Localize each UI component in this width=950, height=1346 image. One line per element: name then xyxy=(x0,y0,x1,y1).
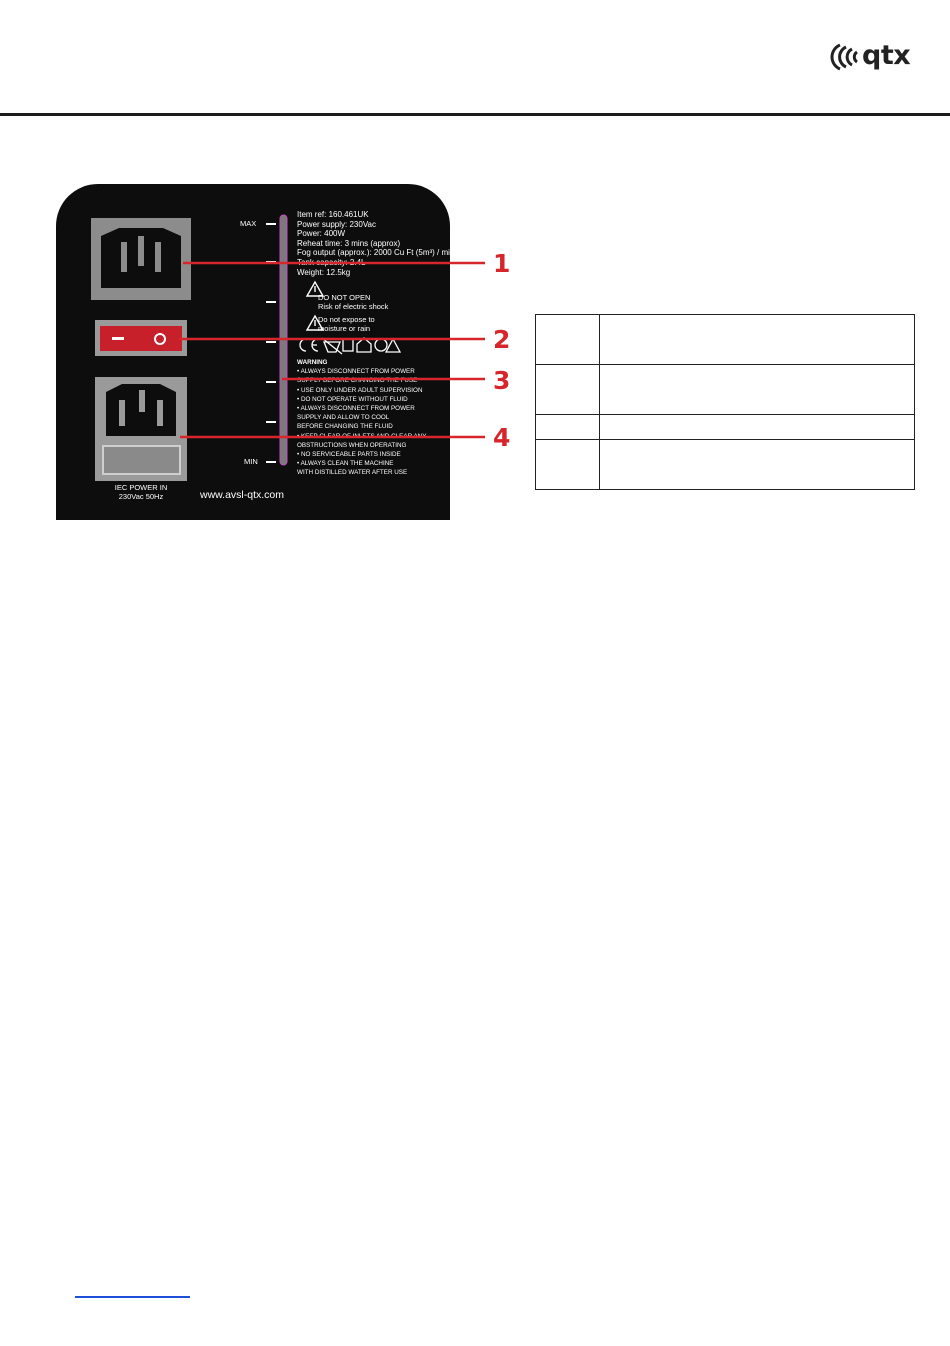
table-row xyxy=(536,315,915,365)
caution-open-line-1: DO NOT OPEN xyxy=(318,293,371,302)
table-cell xyxy=(536,315,600,365)
caution-moisture-line-2: moisture or rain xyxy=(318,324,371,333)
power-in-label-line-2: 230Vac 50Hz xyxy=(118,492,164,501)
warning-line: • ALWAYS DISCONNECT FROM POWER xyxy=(297,405,415,413)
callout-number-2: 2 xyxy=(493,325,511,354)
table-cell xyxy=(536,365,600,415)
caution-moisture xyxy=(318,315,375,333)
footer-link-underline[interactable] xyxy=(75,1296,190,1298)
warning-line: • ALWAYS CLEAN THE MACHINE xyxy=(297,460,394,468)
rear-panel-image xyxy=(56,184,455,520)
spec-weight: Weight: 12.5kg xyxy=(297,267,351,277)
warning-line: SUPPLY AND ALLOW TO COOL xyxy=(297,414,390,422)
legend-table xyxy=(535,314,915,490)
warning-line: • KEEP CLEAR OF INLETS AND CLEAR ANY xyxy=(297,432,427,440)
warning-line: SUPPLY BEFORE CHANGING THE FUSE xyxy=(297,377,418,385)
spec-reheat-time: Reheat time: 3 mins (approx) xyxy=(297,238,401,248)
spec-tank-capacity: Tank capacity: 2.4L xyxy=(297,257,366,267)
callout-number-4: 4 xyxy=(493,423,511,452)
table-row xyxy=(536,365,915,415)
compliance-symbols-icon xyxy=(300,338,400,354)
spec-power-supply: Power supply: 230Vac xyxy=(297,219,377,229)
warning-line: • DO NOT OPERATE WITHOUT FLUID xyxy=(297,395,408,403)
output-socket-icon xyxy=(91,218,191,300)
callout-number-1: 1 xyxy=(493,249,511,278)
warning-title: WARNING xyxy=(297,359,328,366)
power-in-label-line-1: IEC POWER IN xyxy=(114,483,168,492)
fluid-gauge xyxy=(266,215,287,465)
table-row xyxy=(536,415,915,440)
power-in-label xyxy=(95,483,187,501)
iec-inlet-icon xyxy=(95,377,187,481)
warning-line: • USE ONLY UNDER ADULT SUPERVISION xyxy=(297,386,423,394)
power-switch-icon xyxy=(95,320,187,356)
table-cell xyxy=(536,415,600,440)
spec-list xyxy=(297,210,454,277)
warning-line: WITH DISTILLED WATER AFTER USE xyxy=(297,469,408,477)
caution-open-line-2: Risk of electric shock xyxy=(318,302,389,311)
header-divider xyxy=(0,113,950,116)
table-cell xyxy=(536,440,600,490)
caution-moisture-line-1: Do not expose to xyxy=(318,315,375,324)
table-cell xyxy=(600,415,915,440)
brand-logo: qtx xyxy=(862,40,911,71)
caution-open xyxy=(318,293,388,311)
warning-block xyxy=(297,358,426,478)
warning-line: • NO SERVICEABLE PARTS INSIDE xyxy=(297,451,401,459)
spec-item-ref: Item ref: 160.461UK xyxy=(297,210,369,219)
spec-power: Power: 400W xyxy=(297,229,346,239)
table-cell xyxy=(600,365,915,415)
website-label: www.avsl-qtx.com xyxy=(200,489,285,501)
gauge-min-label: MIN xyxy=(244,457,258,466)
warning-line: • ALWAYS DISCONNECT FROM POWER xyxy=(297,368,415,376)
gauge-max-label: MAX xyxy=(240,219,257,228)
table-row xyxy=(536,440,915,490)
warning-line: BEFORE CHANGING THE FLUID xyxy=(297,423,393,431)
warning-line: OBSTRUCTIONS WHEN OPERATING xyxy=(297,441,407,449)
table-cell xyxy=(600,315,915,365)
table-cell xyxy=(600,440,915,490)
callout-number-3: 3 xyxy=(493,366,511,395)
spec-fog-output: Fog output (approx.): 2000 Cu Ft (5m³) / min xyxy=(297,248,455,258)
